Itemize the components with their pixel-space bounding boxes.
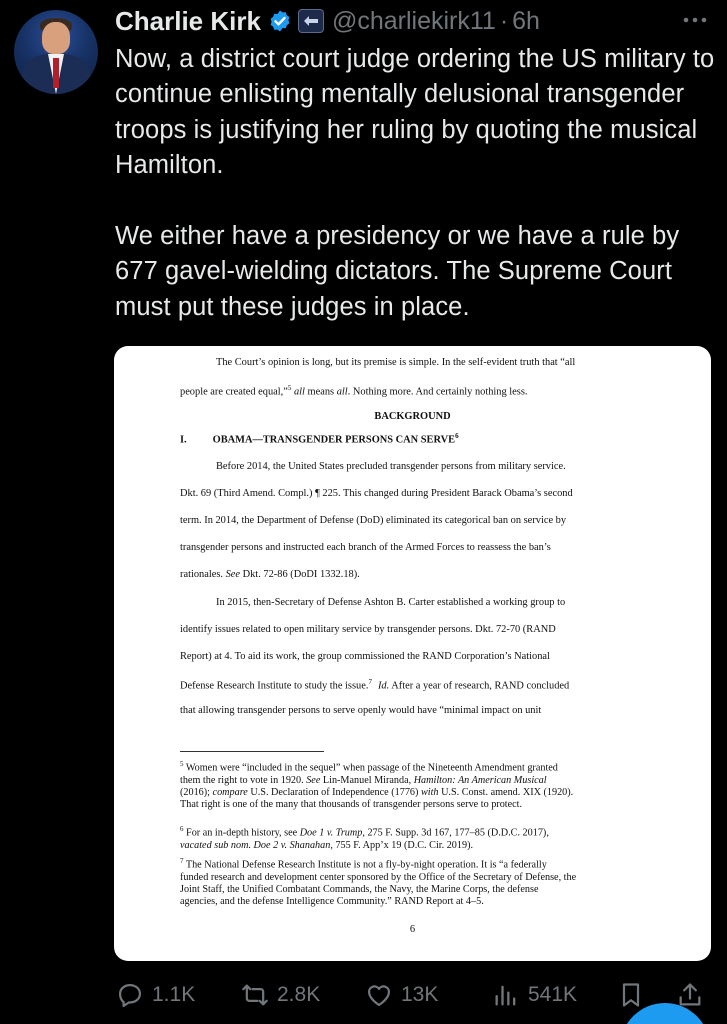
- view-count: 541K: [528, 983, 578, 1006]
- page-number: 6: [409, 924, 416, 935]
- doc-line: In 2015, then-Secretary of Defense Ashton B. Carter established a working group to: [216, 597, 566, 608]
- reply-count: 1.1K: [152, 983, 196, 1006]
- footnote-6: $^6$ For an in-depth history, see Doe 1 v. Trump, 275 F. Supp. 3d 167, 177–85 (D.D.C. 2017), vacated sub nom. Doe 2 v. Shanahan, 755 F. App’x 19 (D.C. Cir. 2019).: [180, 825, 549, 851]
- avatar[interactable]: [14, 10, 98, 94]
- time-separator: ·: [499, 6, 509, 35]
- affiliation-badge-icon[interactable]: [298, 9, 324, 33]
- reply-icon: [116, 981, 144, 1009]
- like-count: 13K: [401, 983, 439, 1006]
- reply-button[interactable]: [116, 975, 195, 1015]
- author-name[interactable]: Charlie Kirk: [115, 5, 261, 36]
- doc-line: Report) at 4. To aid its work, the group commissioned the RAND Corporation’s National: [180, 651, 550, 662]
- verified-badge-icon[interactable]: [268, 9, 292, 33]
- heart-icon: [365, 981, 393, 1009]
- footnote-7: $^7$ The National Defense Research Institute is not a fly-by-night operation. It is “a federally funded research and development center sponsored by the Office of the Secretary of Defense, the Joint Staff, the Unified Combatant Commands, the Navy, the Marine Corps, the defense agencies, and the defense Intelligence Community.” RAND Report at 4–5.: [180, 857, 577, 908]
- affiliation-logo-icon: [302, 14, 320, 28]
- doc-line: Before 2014, the United States precluded transgender persons from military service.: [216, 461, 566, 472]
- doc-line: identify issues related to open military service by transgender persons. Dkt. 72-70 (RAND: [180, 624, 556, 635]
- doc-line: Defense Research Institute to study the issue.$^7$ Id. After a year of research, RAND concluded: [180, 678, 570, 692]
- views-chart-icon: [492, 981, 520, 1009]
- doc-line: term. In 2014, the Department of Defense (DoD) eliminated its categorical ban on service by: [180, 515, 567, 526]
- doc-line: people are created equal,”$^5$ all means all. Nothing more. And certainly nothing less.: [180, 384, 528, 398]
- avatar-tie: [53, 58, 59, 88]
- action-bar: [0, 975, 727, 1015]
- repost-count: 2.8K: [277, 983, 321, 1006]
- repost-icon: [241, 981, 269, 1009]
- tweet-header: [115, 4, 540, 38]
- avatar-face: [42, 22, 70, 54]
- section-heading: I. OBAMA—TRANSGENDER PERSONS CAN SERVE$^6$: [180, 432, 459, 446]
- footnote-5: $^5$ Women were “included in the sequel” when passage of the Nineteenth Amendment granted them the right to vote in 1920. See Lin-Manuel Miranda, Hamilton: An American Musical (2016); compare U.S. Declaration of Independence (1776) with U.S. Const. amend. XIX (1920). That right is one of the many that thousands of transgender persons serve to protect.: [180, 760, 574, 811]
- doc-line: The Court’s opinion is long, but its premise is simple. In the self-evident truth that “all: [216, 357, 576, 368]
- post-time[interactable]: 6h: [512, 6, 540, 35]
- tweet-text: Now, a district court judge ordering the US military to continue enlisting mentally delusional transgender troops is justifying her ruling by quoting the musical Hamilton. We either have a presidency or we have a rule by 677 gavel-wielding dictators. The Supreme Court must put these judges in place.: [115, 45, 715, 321]
- doc-line: that allowing transgender persons to serve openly would have “minimal impact on unit: [180, 705, 542, 716]
- footnote-divider: [180, 751, 324, 752]
- doc-line: rationales. See Dkt. 72-86 (DoDI 1332.18).: [180, 569, 360, 580]
- bookmark-icon: [617, 981, 645, 1009]
- doc-line: Dkt. 69 (Third Amend. Compl.) ¶ 225. This changed during President Barack Obama’s second: [180, 488, 573, 499]
- section-title: BACKGROUND: [374, 411, 451, 422]
- views-button[interactable]: [492, 975, 577, 1015]
- more-options-icon[interactable]: [680, 10, 710, 30]
- repost-button[interactable]: [241, 975, 320, 1015]
- attached-document-image[interactable]: [114, 346, 711, 961]
- like-button[interactable]: [365, 975, 438, 1015]
- doc-line: transgender persons and instructed each branch of the Armed Forces to reassess the ban’s: [180, 542, 551, 553]
- author-handle[interactable]: @charliekirk11: [331, 6, 496, 35]
